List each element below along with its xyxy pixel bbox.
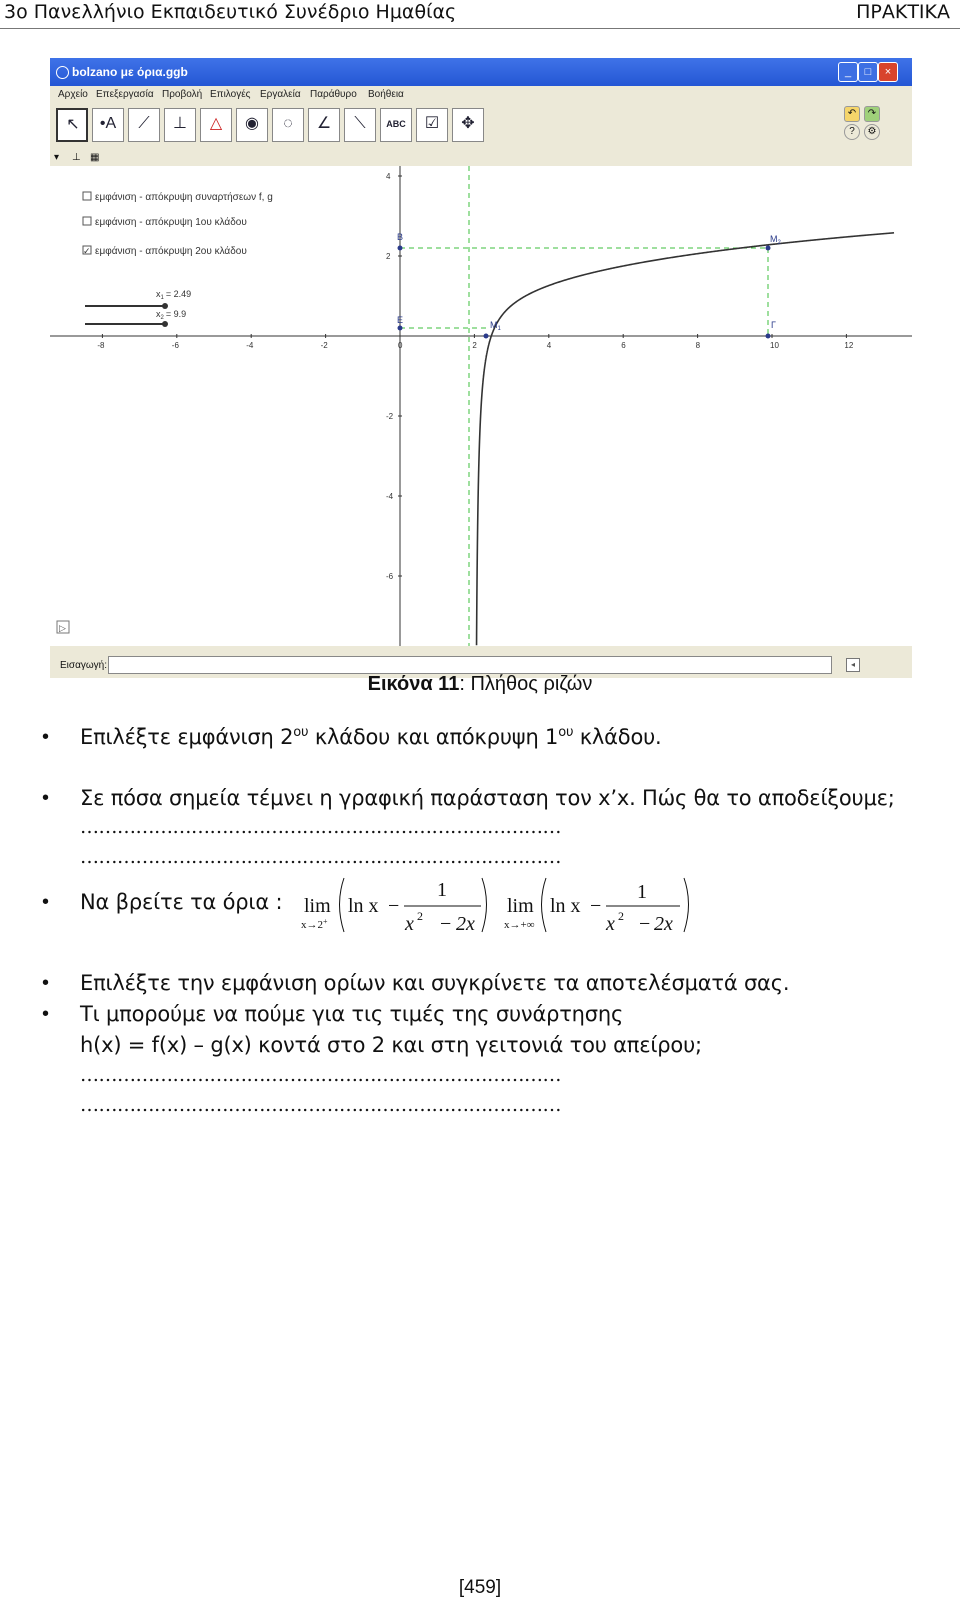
x-tick-label: -8 [97, 341, 105, 350]
polygon-tool-button[interactable] [200, 108, 232, 142]
checkbox-branch-2-label: εμφάνιση - απόκρυψη 2ου κλάδου [95, 246, 247, 257]
answer-line: …………………………………………………………………… [80, 846, 561, 868]
den-sq-2: 2 [618, 909, 624, 923]
help-icon[interactable]: ? [844, 124, 860, 140]
header-left: 3ο Πανελλήνιο Εκπαιδευτικό Συνέδριο Ημαθίας [4, 1, 457, 23]
den-x-2: x [606, 913, 615, 935]
caption-bold: Εικόνα 11 [367, 673, 460, 695]
menu-view[interactable]: Προβολή [162, 89, 203, 100]
minus-1: − [388, 895, 400, 917]
perpendicular-tool-button[interactable] [164, 108, 196, 142]
bullet-icon: • [42, 726, 50, 748]
checkbox-branch-1[interactable] [83, 217, 91, 225]
point-e[interactable] [398, 326, 403, 331]
point-m2[interactable] [766, 246, 771, 251]
x-tick-label: -2 [320, 341, 328, 350]
conic-tool-icon: ◌ [283, 115, 293, 132]
den-minus-1: − [440, 913, 452, 935]
bullet-text-2: Σε πόσα σημεία τέμνει η γραφική παράσταση τον x’x. Πώς θα το αποδείξουμε; [80, 786, 895, 810]
angle-tool-button[interactable] [308, 108, 340, 142]
lnx-1: ln x [348, 895, 379, 917]
point-m1[interactable] [484, 334, 489, 339]
page-number: [459] [458, 1577, 502, 1598]
geogebra-window [50, 58, 912, 678]
redo-icon[interactable]: ↷ [864, 106, 880, 122]
chevron-down-icon[interactable]: ▾ [54, 152, 60, 163]
text-tool-icon: ABC [386, 119, 406, 129]
point-m2-label: $M_2$ [770, 234, 781, 246]
toolbar [50, 104, 912, 152]
reflect-tool-button[interactable] [344, 108, 376, 142]
lim-2: lim [507, 895, 534, 917]
menu-bar [50, 86, 912, 104]
input-field[interactable] [108, 656, 832, 674]
y-tick-label: -6 [386, 572, 394, 581]
bullet-text-3: Να βρείτε τα όρια : [80, 890, 283, 914]
answer-line: …………………………………………………………………… [80, 1094, 561, 1116]
den-2x-2: 2x [654, 913, 673, 935]
y-tick-label: -4 [386, 492, 394, 501]
x-tick-label: 10 [770, 341, 779, 350]
perpendicular-tool-icon: ⊥ [173, 115, 187, 132]
point-b-label: B [397, 232, 404, 242]
bullet-icon: • [42, 787, 50, 809]
checkbox-functions-label: εμφάνιση - απόκρυψη συναρτήσεων f, g [95, 192, 273, 203]
checkbox-tool-icon: ☑ [424, 115, 440, 132]
y-tick-label: -2 [386, 412, 394, 421]
x-tick-label: 2 [472, 341, 477, 350]
x-tick-label: -4 [246, 341, 254, 350]
polygon-tool-icon: △ [209, 115, 223, 132]
bullet-text-4: Επιλέξτε την εμφάνιση ορίων και συγκρίνετε τα αποτελέσματά σας. [80, 971, 790, 995]
bullet-icon: • [42, 1003, 50, 1025]
x-tick-label: 0 [398, 341, 403, 350]
bullet-icon: • [42, 972, 50, 994]
graphics-style-bar [50, 152, 912, 166]
x-tick-label: 4 [546, 341, 552, 350]
slider-x2-handle[interactable] [162, 321, 168, 327]
x-tick-label: 6 [621, 341, 626, 350]
conic-tool-button[interactable] [272, 108, 304, 142]
point-b[interactable] [398, 246, 403, 251]
axes-icon[interactable]: ⊥ [72, 152, 81, 163]
answer-line: …………………………………………………………………… [80, 1064, 561, 1086]
den-2x-1: 2x [456, 913, 475, 935]
checkbox-branch-1-label: εμφάνιση - απόκρυψη 1ου κλάδου [95, 217, 247, 228]
point-gamma-label: Γ [771, 320, 776, 330]
x-tick-label: 12 [844, 341, 854, 350]
app-icon [56, 66, 69, 79]
minimize-icon[interactable]: _ [838, 62, 858, 82]
circle-tool-icon: ◉ [245, 115, 259, 132]
close-icon[interactable]: × [878, 62, 898, 82]
move-tool-icon: ↖ [66, 116, 80, 133]
slider-x1-label: $x_1 = 2.49$ [156, 289, 192, 301]
lim-1-sub: x→2+ [301, 917, 328, 931]
text-tool-button[interactable] [380, 108, 412, 142]
menu-file[interactable]: Αρχείο [58, 89, 88, 100]
gear-icon[interactable]: ⚙ [864, 124, 880, 140]
point-tool-button[interactable] [92, 108, 124, 142]
page-header [0, 0, 960, 29]
menu-options[interactable]: Επιλογές [210, 89, 251, 100]
grid-icon[interactable]: ▦ [90, 152, 100, 163]
paren-left-1 [340, 878, 345, 932]
point-tool-icon: •A [99, 115, 117, 132]
reflect-tool-icon: ⟍ [354, 115, 366, 132]
bullet-text-5-line-1: Τι μπορούμε να πούμε για τις τιμές της συνάρτησης [80, 1002, 624, 1026]
y-tick-label: 4 [386, 172, 391, 181]
paren-left-2 [542, 878, 547, 932]
line-tool-icon: ⟋ [138, 115, 150, 132]
x-tick-label: -6 [171, 341, 179, 350]
checkmark-icon: ✓ [83, 246, 91, 256]
play-icon: ▷ [59, 623, 66, 633]
menu-help[interactable]: Βοήθεια [368, 89, 404, 100]
limits-formula [301, 868, 714, 948]
lim-2-sub: x→+∞ [504, 919, 535, 931]
window-titlebar [50, 58, 912, 86]
bullet-text-5-line-2: h(x) = f(x) – g(x) κοντά στο 2 και στη γειτονιά του απείρου; [80, 1033, 702, 1057]
answer-line: …………………………………………………………………… [80, 816, 561, 838]
point-e-label: E [397, 315, 404, 325]
den-x-1: x [405, 913, 414, 935]
input-help-icon[interactable]: ◂ [846, 658, 860, 672]
slider-x2-label: $x_2 = 9.9$ [156, 309, 187, 321]
figure-caption [0, 673, 960, 696]
menu-edit[interactable]: Επεξεργασία [96, 89, 154, 100]
bullet-text-1: Επιλέξτε εμφάνιση $2^{o\upsilon}$ κλάδου και απόκρυψη $1^{o\upsilon}$ κλάδου. [80, 725, 662, 749]
den-sq-1: 2 [417, 909, 423, 923]
minus-2: − [590, 895, 602, 917]
window-title: bolzano με όρια.ggb [72, 65, 188, 79]
undo-icon[interactable]: ↶ [844, 106, 860, 122]
checkbox-functions[interactable] [83, 192, 91, 200]
circle-tool-button[interactable] [236, 108, 268, 142]
den-minus-2: − [639, 913, 651, 935]
move-tool-button[interactable] [56, 108, 88, 142]
numerator-1: 1 [437, 879, 447, 901]
move-graphics-tool-button[interactable] [452, 108, 484, 142]
caption-rest: : Πλήθος ριζών [459, 673, 593, 695]
point-m1-label: $M_1$ [490, 320, 501, 332]
maximize-icon[interactable]: □ [858, 62, 878, 82]
lim-1: lim [304, 895, 331, 917]
checkbox-tool-button[interactable] [416, 108, 448, 142]
paren-right-1 [482, 878, 487, 932]
paren-right-2 [684, 878, 689, 932]
y-tick-label: 2 [386, 252, 391, 261]
x-tick-label: 8 [695, 341, 701, 350]
point-gamma[interactable] [766, 334, 771, 339]
menu-window[interactable]: Παράθυρο [310, 89, 357, 100]
line-tool-button[interactable] [128, 108, 160, 142]
input-label: Εισαγωγή: [60, 660, 107, 671]
lnx-2: ln x [550, 895, 581, 917]
header-right: ΠΡΑΚΤΙΚΑ [856, 1, 950, 23]
angle-tool-icon: ∠ [316, 115, 332, 132]
numerator-2: 1 [637, 881, 647, 903]
graphics-view[interactable] [50, 166, 912, 646]
bullet-icon: • [42, 891, 50, 913]
menu-tools[interactable]: Εργαλεία [260, 89, 301, 100]
move-graphics-tool-icon: ✥ [461, 115, 475, 132]
